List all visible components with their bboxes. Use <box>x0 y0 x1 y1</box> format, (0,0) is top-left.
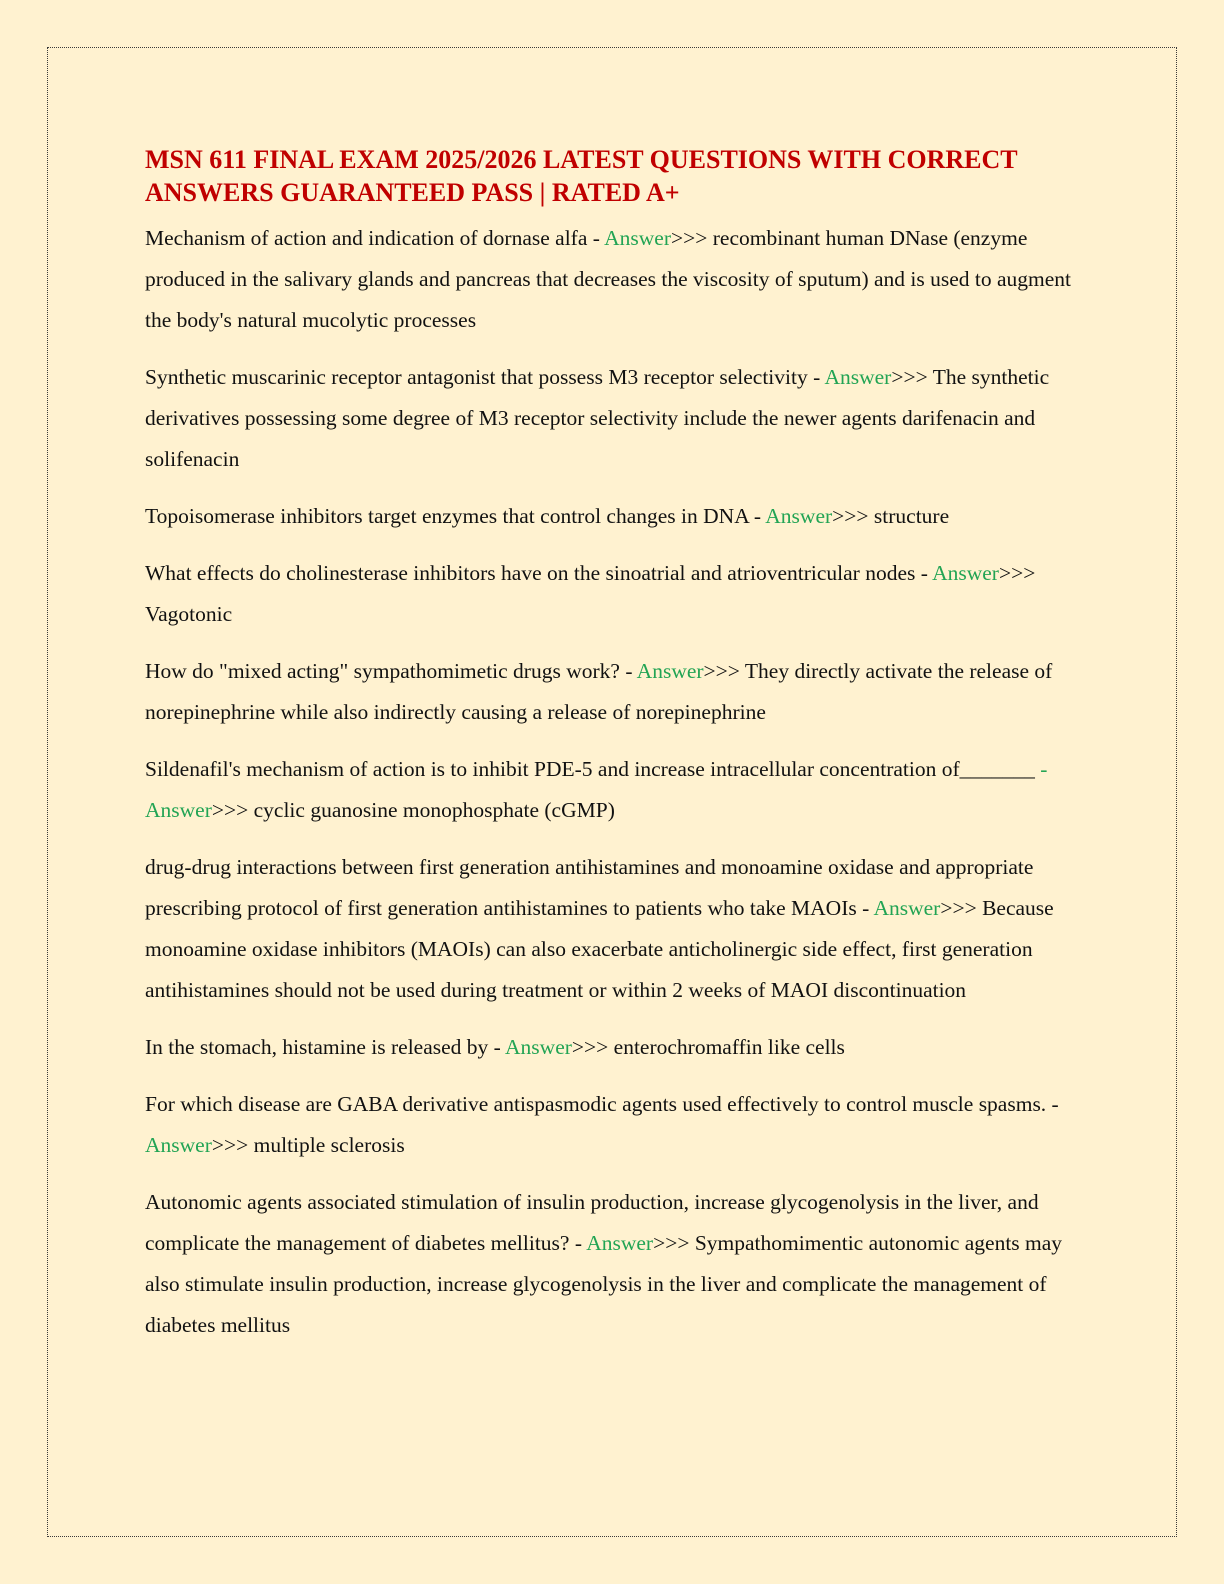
answer-text: >>> multiple sclerosis <box>211 1133 405 1157</box>
answer-label: Answer <box>873 896 941 920</box>
question-text: Sildenafil's mechanism of action is to inhibit PDE-5 and increase intracellular concentration of_______ <box>145 757 1041 781</box>
answer-label: Answer <box>505 1035 572 1059</box>
question-text: In the stomach, histamine is released by - <box>145 1035 506 1059</box>
question-text: Autonomic agents associated stimulation of insulin production, increase glycogenolysis in the liver, and complicate the management of diabetes mellitus? - <box>145 1190 1039 1255</box>
qa-item <box>145 847 1085 1011</box>
answer-text: >>> recombinant human DNase (enzyme produced in the salivary glands and pancreas that decreases the viscosity of sputum) and is used to augment the body's natural mucolytic processes <box>145 226 1072 332</box>
qa-item <box>145 218 1085 341</box>
question-text: For which disease are GABA derivative antispasmodic agents used effectively to control muscle spasms. - <box>145 1092 1059 1116</box>
answer-label: Answer <box>824 365 892 389</box>
answer-label: Answer <box>604 226 671 250</box>
answer-label: - Answer <box>145 757 1048 822</box>
question-text: Mechanism of action and indication of dornase alfa - <box>145 226 605 250</box>
qa-item <box>145 496 1085 537</box>
question-text: Synthetic muscarinic receptor antagonist that possess M3 receptor selectivity - <box>145 365 825 389</box>
qa-item <box>145 553 1085 635</box>
qa-item <box>145 357 1085 480</box>
answer-text: >>> The synthetic derivatives possessing some degree of M3 receptor selectivity include the newer agents darifenacin and solifenacin <box>145 365 1050 471</box>
qa-item <box>145 1027 1085 1068</box>
question-text: Topoisomerase inhibitors target enzymes that control changes in DNA - <box>145 504 766 528</box>
document-body <box>145 143 1085 1362</box>
qa-item <box>145 651 1085 733</box>
answer-text: >>> structure <box>832 504 950 528</box>
question-text: What effects do cholinesterase inhibitors have on the sinoatrial and atrioventricular nodes - <box>145 561 933 585</box>
question-text: drug-drug interactions between first generation antihistamines and monoamine oxidase and appropriate prescribing protocol of first generation antihistamines to patients who take MAOIs - <box>145 855 1034 920</box>
answer-label: Answer <box>636 659 704 683</box>
qa-item <box>145 1084 1085 1166</box>
answer-text: >>> Sympathomimentic autonomic agents may also stimulate insulin production, increase glycogenolysis in the liver and complicate the management of diabetes mellitus <box>145 1231 1063 1337</box>
answer-text: >>> Vagotonic <box>145 561 1036 626</box>
answer-label: Answer <box>586 1231 654 1255</box>
question-text: How do "mixed acting" sympathomimetic drugs work? - <box>145 659 637 683</box>
answer-label: Answer <box>145 1133 212 1157</box>
qa-item <box>145 1182 1085 1346</box>
answer-label: Answer <box>932 561 999 585</box>
qa-item <box>145 749 1085 831</box>
answer-text: >>> Because monoamine oxidase inhibitors (MAOIs) can also exacerbate anticholinergic side effect, first generation antihistamines should not be used during treatment or within 2 weeks of MAOI discontinuation <box>145 896 1054 1002</box>
answer-label: Answer <box>765 504 833 528</box>
answer-text: >>> enterochromaffin like cells <box>571 1035 845 1059</box>
document-title: MSN 611 FINAL EXAM 2025/2026 LATEST QUESTIONS WITH CORRECT ANSWERS GUARANTEED PASS | RATED A+ <box>145 145 1018 207</box>
answer-text: >>> They directly activate the release of norepinephrine while also indirectly causing a release of norepinephrine <box>145 659 1053 724</box>
answer-text: >>> cyclic guanosine monophosphate (cGMP) <box>211 798 615 822</box>
